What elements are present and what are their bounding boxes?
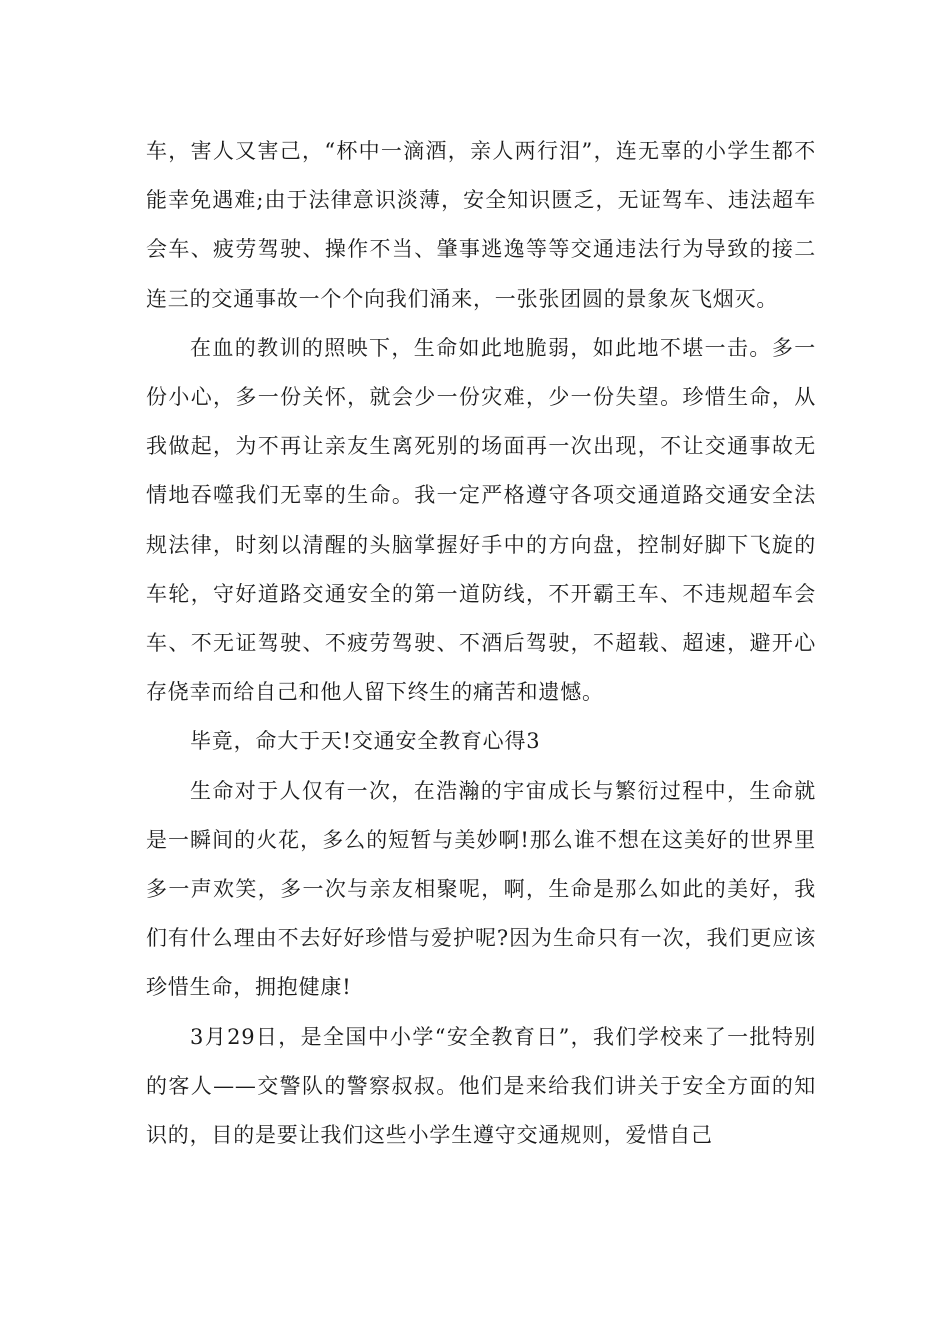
document-body (146, 127, 816, 1160)
paragraph-life-once: 生命对于人仅有一次，在浩瀚的宇宙成长与繁衍过程中，生命就是一瞬间的火花，多么的短暂与美妙啊!那么谁不想在这美好的世界里多一声欢笑，多一次与亲友相聚呢，啊，生命是那么如此的美好，我们有什么理由不去好好珍惜与爱护呢?因为生命只有一次，我们更应该珍惜生命，拥抱健康! (146, 778, 816, 1000)
paragraph-safety-day: 3月29日，是全国中小学“安全教育日”，我们学校来了一批特别的客人——交警队的警察叔叔。他们是来给我们讲关于安全方面的知识的，目的是要让我们这些小学生遵守交通规则，爱惜自己 (146, 1024, 816, 1148)
paragraph-continuation: 车，害人又害己，“杯中一滴酒，亲人两行泪”，连无辜的小学生都不能幸免遇难;由于法律意识淡薄，安全知识匮乏，无证驾车、违法超车会车、疲劳驾驶、操作不当、肇事逃逸等等交通违法行为导致的接二连三的交通事故一个个向我们涌来，一张张团圆的景象灰飞烟灭。 (146, 139, 816, 311)
section-heading: 毕竟，命大于天!交通安全教育心得3 (190, 729, 541, 754)
paragraph-blood-lesson: 在血的教训的照映下，生命如此地脆弱，如此地不堪一击。多一份小心，多一份关怀，就会少一份灾难，少一份失望。珍惜生命，从我做起，为不再让亲友生离死别的场面再一次出现，不让交通事故无情地吞噬我们无辜的生命。我一定严格遵守各项交通道路交通安全法规法律，时刻以清醒的头脑掌握好手中的方向盘，控制好脚下飞旋的车轮，守好道路交通安全的第一道防线，不开霸王车、不违规超车会车、不无证驾驶、不疲劳驾驶、不酒后驾驶，不超载、超速，避开心存侥幸而给自己和他人留下终生的痛苦和遗憾。 (146, 335, 816, 705)
